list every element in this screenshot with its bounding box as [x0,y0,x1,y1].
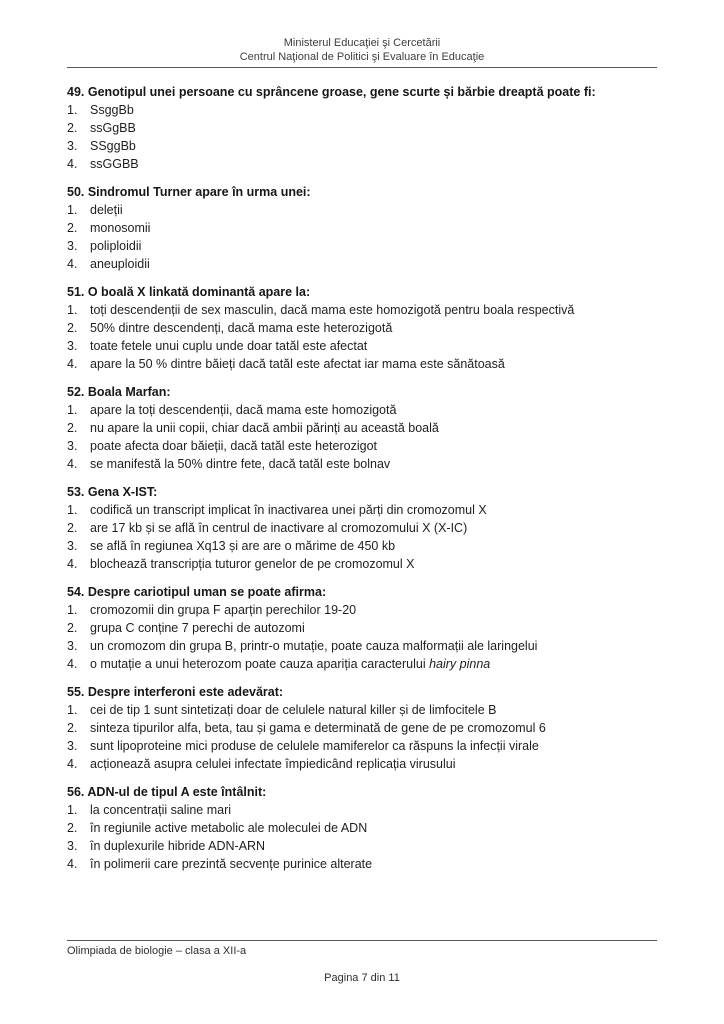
option-item [67,819,657,837]
option-item [67,855,657,873]
page-number: Pagina 7 din 11 [324,972,400,984]
option-number: 4. [67,457,78,471]
option-text: are 17 kb și se află în centrul de inactivare al cromozomului X (X-IC) [90,521,468,535]
option-item [67,519,657,537]
option-text: 50% dintre descendenți, dacă mama este heterozigotă [90,321,393,335]
option-number: 4. [67,257,78,271]
option-number: 3. [67,239,78,253]
option-number: 3. [67,339,78,353]
option-item [67,701,657,719]
option-text: la concentrații saline mari [90,803,232,817]
option-text: monosomii [90,221,151,235]
option-number: 3. [67,839,78,853]
option-text: sunt lipoproteine mici produse de celulele mamiferelor ca răspuns la infecții virale [90,739,539,753]
option-item [67,801,657,819]
page-header [67,36,657,68]
option-number: 1. [67,703,78,717]
option-number: 4. [67,157,78,171]
question-block [67,683,657,773]
option-text: apare la toți descendenții, dacă mama este homozigotă [90,403,397,417]
option-text-italic: hairy pinna [429,657,491,671]
option-item [67,455,657,473]
option-text: o mutație a unui heterozom poate cauza apariția caracterului hairy pinna [90,657,491,671]
question-block [67,283,657,373]
option-text: se manifestă la 50% dintre fete, dacă tatăl este bolnav [90,457,391,471]
option-item [67,755,657,773]
option-text: ssGgBB [90,121,136,135]
option-text: acționează asupra celulei infectate împiedicând replicația virusului [90,757,456,771]
header-ministry-line: Ministerul Educaţiei şi Cercetării [283,37,441,49]
question-block [67,783,657,873]
option-number: 3. [67,439,78,453]
option-item [67,501,657,519]
option-number: 1. [67,603,78,617]
option-text: cei de tip 1 sunt sintetizați doar de celulele natural killer și de limfocitele B [90,703,497,717]
option-number: 3. [67,539,78,553]
option-text: blochează transcripția tuturor genelor de pe cromozomul X [90,557,415,571]
option-item [67,637,657,655]
option-number: 2. [67,721,78,735]
option-item [67,337,657,355]
option-number: 2. [67,421,78,435]
option-number: 2. [67,621,78,635]
question-block [67,183,657,273]
option-number: 4. [67,757,78,771]
option-number: 3. [67,639,78,653]
option-item [67,201,657,219]
option-text: apare la 50 % dintre băieți dacă tatăl este afectat iar mama este sănătoasă [90,357,505,371]
option-item [67,555,657,573]
option-item [67,301,657,319]
question-title: 51. O boală X linkată dominantă apare la: [67,285,311,299]
option-number: 2. [67,221,78,235]
question-block [67,383,657,473]
option-text: cromozomii din grupa F aparțin perechilor 19-20 [90,603,357,617]
question-title: 49. Genotipul unei persoane cu sprâncene groase, gene scurte și bărbie dreaptă poate fi: [67,85,596,99]
option-number: 1. [67,503,78,517]
option-number: 2. [67,121,78,135]
option-number: 4. [67,357,78,371]
page-footer [67,940,657,985]
option-number: 4. [67,657,78,671]
option-text: toate fetele unui cuplu unde doar tatăl este afectat [90,339,368,353]
question-title: 55. Despre interferoni este adevărat: [67,685,284,699]
option-item [67,255,657,273]
option-text: în polimerii care prezintă secvențe purinice alterate [90,857,373,871]
question-block [67,483,657,573]
option-text: grupa C conține 7 perechi de autozomi [90,621,305,635]
option-text: aneuploidii [90,257,150,271]
option-item [67,601,657,619]
option-text: un cromozom din grupa B, printr-o mutație, poate cauza malformații ale laringelui [90,639,538,653]
option-number: 3. [67,139,78,153]
question-block [67,83,657,173]
header-center-line: Centrul Naţional de Politici şi Evaluare în Educaţie [239,51,485,63]
option-number: 2. [67,321,78,335]
option-item [67,237,657,255]
question-title: 56. ADN-ul de tipul A este întâlnit: [67,785,267,799]
option-number: 1. [67,303,78,317]
option-text: toți descendenții de sex masculin, dacă mama este homozigotă pentru boala respectivă [90,303,575,317]
option-text: se află în regiunea Xq13 și are are o mărime de 450 kb [90,539,396,553]
option-text: sinteza tipurilor alfa, beta, tau și gama e determinată de gene de pe cromozomul 6 [90,721,546,735]
option-item [67,401,657,419]
option-number: 1. [67,103,78,117]
option-number: 4. [67,557,78,571]
questions-list [67,83,657,873]
option-item [67,101,657,119]
question-block [67,583,657,673]
option-number: 2. [67,521,78,535]
option-text: codifică un transcript implicat în inactivarea unei părți din cromozomul X [90,503,487,517]
option-text: deleții [90,203,123,217]
option-item [67,419,657,437]
option-item [67,619,657,637]
option-item [67,155,657,173]
option-number: 1. [67,803,78,817]
question-title: 50. Sindromul Turner apare în urma unei: [67,185,311,199]
option-text: în duplexurile hibride ADN-ARN [90,839,266,853]
option-item [67,219,657,237]
option-item [67,137,657,155]
option-item [67,437,657,455]
question-title: 53. Gena X-IST: [67,485,158,499]
option-number: 2. [67,821,78,835]
option-number: 1. [67,203,78,217]
option-text: SsggBb [90,103,134,117]
option-item [67,719,657,737]
option-item [67,355,657,373]
option-number: 4. [67,857,78,871]
option-text: în regiunile active metabolic ale moleculei de ADN [90,821,368,835]
option-text: poate afecta doar băieții, dacă tatăl este heterozigot [90,439,377,453]
question-title: 52. Boala Marfan: [67,385,171,399]
option-number: 1. [67,403,78,417]
option-item [67,737,657,755]
option-item [67,655,657,673]
option-item [67,537,657,555]
option-text: poliploidii [90,239,142,253]
option-item [67,319,657,337]
option-item [67,119,657,137]
option-text: ssGGBB [90,157,139,171]
question-title: 54. Despre cariotipul uman se poate afirma: [67,585,327,599]
footer-document-title: Olimpiada de biologie – clasa a XII-a [67,945,247,957]
option-text: SSggBb [90,139,136,153]
option-text: nu apare la unii copii, chiar dacă ambii părinți au această boală [90,421,439,435]
option-number: 3. [67,739,78,753]
option-item [67,837,657,855]
